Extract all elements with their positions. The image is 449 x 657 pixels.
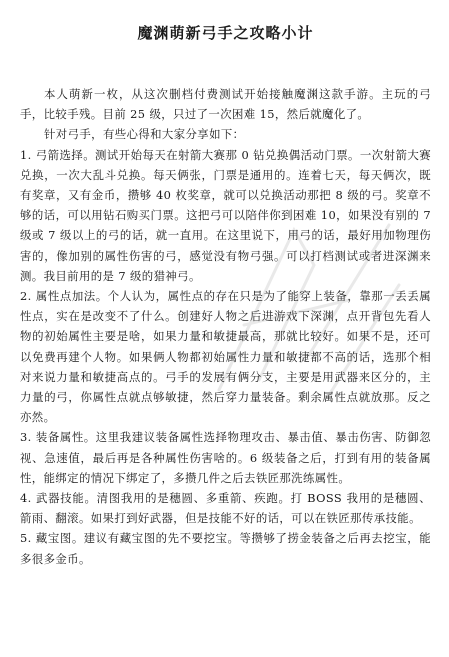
tip-treasure-map: 5. 藏宝图。建议有藏宝图的先不要挖宝。等攒够了捞金装备之后再去挖宝，能多很多金币。 bbox=[20, 531, 431, 566]
intro-paragraph: 本人萌新一枚，从这次删档付费测试开始接触魔渊这款手游。主玩的弓手，比较手残。目前 25 级，只过了一次困难 15，然后就魔化了。 bbox=[20, 87, 431, 122]
tip-attribute-points: 2. 属性点加法。个人认为，属性点的存在只是为了能穿上装备，靠那一丢丢属性点，实在是改变不了什么。创建好人物之后进游戏下深渊，点开背包先看人物的初始属性主要是啥，如果力量和敏捷最高，那就比较好。如果不是，还可以免费再建个人物。如果俩人物都初始属性力量和敏捷都不高的话，选那个相对来说力量和敏捷高点的。弓手的发展有俩分支，主要是用武器来区分的，主力量的弓，你属性点就点够敏捷，然后穿力量装备。剩余属性点就放那。反之亦然。 bbox=[20, 289, 431, 425]
tip-equipment-attributes: 3. 装备属性。这里我建议装备属性选择物理攻击、暴击值、暴击伤害、防御忽视、急速值，最后再是各种属性伤害啥的。6 级装备之后，打到有用的装备属性，能绑定的情况下绑定了，多攒几件之后去铁匠那洗练属性。 bbox=[20, 430, 431, 485]
tip-weapon-skills: 4. 武器技能。清图我用的是穗圆、多重箭、疾跑。打 BOSS 我用的是穗圆、箭雨、翻滚。如果打到好武器，但是技能不好的话，可以在铁匠那传承技能。 bbox=[20, 491, 431, 526]
tip-bow-selection: 1. 弓箭选择。测试开始每天在射箭大赛那 0 钻兑换偶活动门票。一次射箭大赛兑换，一次大乱斗兑换。每天俩张，门票是通用的。连着七天，每天俩次，既有奖章，又有金币，攒够 40 枚奖章，就可以兑换活动那把 8 级的弓。奖章不够的话，可以用钻石购买门票。这把弓可以陪伴你到困难 10，如果没有别的 7 级或 7 级以上的弓的话，就一直用。在这里说下，用弓的话，最好用加物理伤害的，像加别的属性伤害的弓，感觉没有物弓强。可以打档测试或者进深渊来测。我目前用的是 7 级的猎神弓。 bbox=[20, 147, 431, 283]
document-body bbox=[20, 84, 431, 569]
share-intro-line: 针对弓手，有些心得和大家分享如下： bbox=[44, 127, 245, 142]
document-title: 魔渊萌新弓手之攻略小计 bbox=[137, 24, 314, 42]
